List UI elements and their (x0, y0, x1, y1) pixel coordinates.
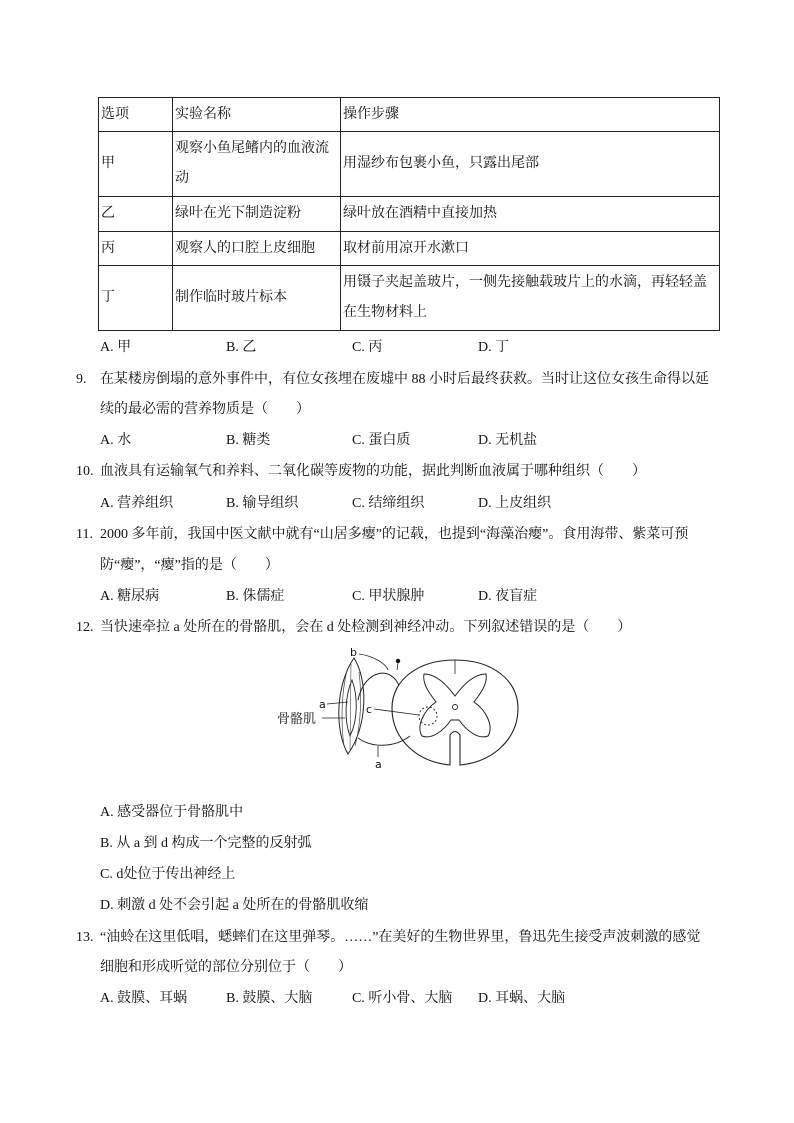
header-option: 选项 (99, 98, 173, 132)
cell-line: 观察人的口腔上皮细胞 (175, 240, 315, 256)
row-steps (341, 266, 720, 331)
row-steps (341, 132, 720, 197)
question-stem-line: 在某楼房倒塌的意外事件中，有位女孩埋在废墟中 88 小时后最终获救。当时让这位女孩生命得以延 (100, 372, 709, 387)
cell-line: 绿叶放在酒精中直接加热 (343, 206, 497, 221)
row-experiment-name (173, 232, 341, 266)
question-number: 11. (76, 527, 93, 542)
option-b: B. 糖类 (226, 433, 271, 448)
option-c: C. d处位于传出神经上 (100, 867, 236, 882)
option-b: B. 输导组织 (226, 496, 299, 511)
label-a-top: a (319, 698, 326, 711)
question-stem-line: “油蛉在这里低唱，蟋蟀们在这里弹琴。……”在美好的生物世界里，鲁迅先生接受声波刺激的感觉 (100, 930, 701, 945)
question-number: 10. (76, 464, 94, 479)
row-option: 丁 (99, 266, 173, 331)
question-stem-line: 当快速牵拉 a 处所在的骨骼肌，会在 d 处检测到神经冲动。下列叙述错误的是（ ） (100, 620, 632, 635)
cell-line: 动 (175, 171, 189, 186)
question-stem-line: 续的最必需的营养物质是（ ） (100, 402, 310, 417)
cell-line: 观察小鱼尾鳍内的血液流 (175, 141, 329, 156)
header-experiment-name: 实验名称 (173, 98, 341, 132)
q9-options (100, 431, 720, 451)
cell-line: 用镊子夹起盖玻片，一侧先接触载玻片上的水滴，再轻轻盖 (343, 275, 707, 290)
label-b-leader (359, 654, 388, 670)
question-number: 12. (76, 620, 94, 635)
option-d: D. 夜盲症 (478, 589, 538, 604)
option-a: A. 糖尿病 (100, 589, 160, 604)
row-option: 丙 (99, 232, 173, 266)
reflex-arc-diagram (270, 640, 530, 772)
option-a: A. 感受器位于骨骼肌中 (100, 805, 244, 820)
option-c: C. 结缔组织 (352, 496, 425, 511)
question-stem-line: 血液具有运输氧气和养料、二氧化碳等废物的功能，据此判断血液属于哪种组织（ ） (100, 464, 646, 479)
question-stem-line: 细胞和形成听觉的部位分别位于（ ） (100, 960, 352, 975)
table-row (99, 266, 720, 331)
row-experiment-name (173, 266, 341, 331)
row-option: 乙 (99, 197, 173, 232)
row-steps (341, 197, 720, 232)
q13-options (100, 989, 720, 1009)
question-stem-line: 防“瘿”，“瘿”指的是（ ） (100, 558, 279, 573)
table-row (99, 132, 720, 197)
q10-options (100, 494, 720, 514)
ganglion-dot (396, 659, 400, 663)
option-b: B. 从 a 到 d 构成一个完整的反射弧 (100, 836, 312, 851)
table-header-row (99, 98, 720, 132)
label-c: c (366, 703, 373, 716)
label-a-bottom: a (375, 758, 382, 771)
option-b: B. 鼓膜、大脑 (226, 991, 313, 1006)
cell-line: 取材前用凉开水漱口 (343, 240, 469, 256)
cell-line: 绿叶在光下制造淀粉 (175, 206, 301, 221)
header-steps: 操作步骤 (341, 98, 720, 132)
option-d: D. 上皮组织 (478, 496, 552, 511)
option-c: C. 听小骨、大脑 (352, 991, 453, 1006)
table-row (99, 232, 720, 266)
option-a: A. 水 (100, 433, 132, 448)
option-b: B. 乙 (226, 340, 257, 355)
option-a: A. 鼓膜、耳蜗 (100, 991, 188, 1006)
option-d: D. 刺激 d 处不会引起 a 处所在的骨骼肌收缩 (100, 898, 369, 913)
question-stem-line: 2000 多年前，我国中医文献中就有“山居多瘿”的记载，也提到“海藻治瘿”。食用海带、紫菜可预 (100, 527, 689, 542)
muscle-label: 骨骼肌 (277, 712, 317, 727)
option-c: C. 甲状腺肿 (352, 589, 425, 604)
experiment-table (98, 97, 720, 331)
option-d: D. 丁 (478, 340, 510, 355)
question-number: 13. (76, 930, 94, 945)
option-c: C. 丙 (352, 340, 383, 355)
option-a: A. 甲 (100, 340, 132, 355)
table-row (99, 197, 720, 232)
question-number: 9. (76, 372, 87, 387)
option-c: C. 蛋白质 (352, 433, 411, 448)
q8-options (100, 338, 720, 358)
option-d: D. 耳蜗、大脑 (478, 991, 566, 1006)
cell-line: 制作临时玻片标本 (175, 290, 287, 305)
row-steps (341, 232, 720, 266)
row-experiment-name (173, 197, 341, 232)
option-b: B. 侏儒症 (226, 589, 285, 604)
row-option: 甲 (99, 132, 173, 197)
ganglion-stem (397, 663, 398, 670)
cell-line: 在生物材料上 (343, 305, 427, 320)
cell-line: 用湿纱布包裹小鱼，只露出尾部 (343, 156, 539, 171)
option-a: A. 营养组织 (100, 496, 174, 511)
label-b: b (350, 646, 357, 659)
row-experiment-name (173, 132, 341, 197)
q11-options (100, 587, 720, 607)
option-d: D. 无机盐 (478, 433, 538, 448)
